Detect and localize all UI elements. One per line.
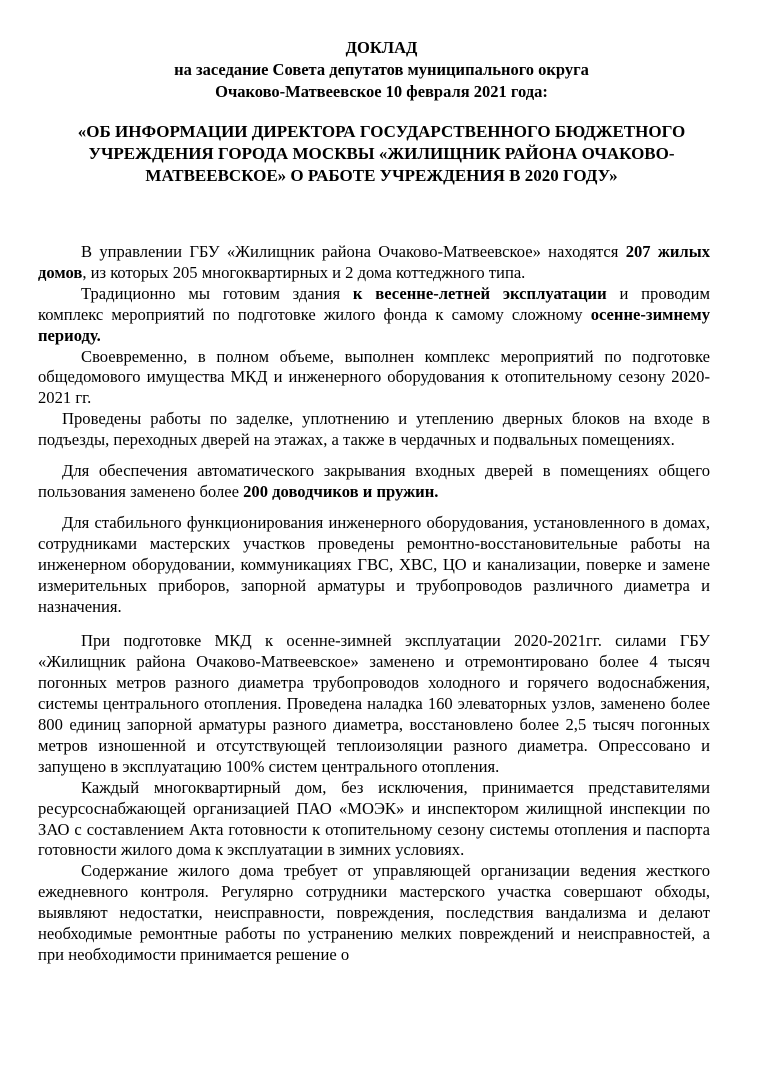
paragraph-7: При подготовке МКД к осенне-зимней эксплуатации 2020-2021гг. силами ГБУ «Жилищник района Очаково-Матвеевское» заменено и отремонтировано более 4 тысяч погонных метров разного диаметра трубопроводов холодного и горячего водоснабжения, системы центрального отопления. Проведена наладка 160 элеваторных узлов, заменено более 800 единиц запорной арматуры разного диаметра, восстановлено более 2,5 тысяч погонных метров изношенной и отсутствующей теплоизоляции разного диаметра. Опрессовано и запущено в эксплуатацию 100% систем центрального отопления.: [38, 631, 710, 776]
paragraph-1: В управлении ГБУ «Жилищник района Очаково-Матвеевское» находятся 207 жилых домов, из которых 205 многоквартирных и 2 дома коттеджного типа.: [38, 242, 710, 282]
paragraph-3: Своевременно, в полном объеме, выполнен комплекс мероприятий по подготовке общедомового имущества МКД и инженерного оборудования к отопительному сезону 2020-2021 гг.: [38, 346, 710, 408]
paragraph-4: Проведены работы по заделке, уплотнению и утеплению дверных блоков на входе в подъезды, переходных дверей на этажах, а также в чердачных и подвальных помещениях.: [38, 409, 710, 450]
paragraph-9: Содержание жилого дома требует от управляющей организации ведения жесткого ежедневного контроля. Регулярно сотрудники мастерского участка совершают обходы, выявляют недостатки, неисправности, повреждения, последствия вандализма и делают необходимые ремонтные работы по устранению мелких повреждений и неисправностей, а при необходимости принимается решение о: [38, 861, 710, 964]
doc-subheading-line1: на заседание Совета депутатов муниципального округа: [174, 60, 589, 79]
doc-body: [38, 242, 710, 966]
paragraph-2: Традиционно мы готовим здания к весенне-летней эксплуатации и проводим комплекс мероприятий по подготовке жилого фонда к самому сложному осенне-зимнему периоду.: [38, 283, 710, 345]
paragraph-5: Для обеспечения автоматического закрывания входных дверей в помещениях общего пользования заменено более 200 доводчиков и пружин.: [38, 461, 710, 501]
paragraph-6: Для стабильного функционирования инженерного оборудования, установленного в домах, сотрудниками мастерских участков проведены ремонтно-восстановительные работы на инженерном оборудовании, коммуникациях ГВС, ХВС, ЦО и канализации, поверке и замене измерительных приборов, запорной арматуры и трубопроводов различного диаметра и назначения.: [38, 512, 710, 616]
paragraph-8: Каждый многоквартирный дом, без исключения, принимается представителями ресурсоснабжающей организацией ПАО «МОЭК» и инспектором жилищной инспекции по ЗАО с составлением Акта готовности к отопительному сезону системы отопления и паспорта готовности жилого дома к эксплуатации в зимних условиях.: [38, 777, 710, 860]
doc-title-line1: «ОБ ИНФОРМАЦИИ ДИРЕКТОРА ГОСУДАРСТВЕННОГО БЮДЖЕТНОГО: [77, 122, 686, 141]
doc-title-line3: МАТВЕЕВСКОЕ» О РАБОТЕ УЧРЕЖДЕНИЯ В 2020 ГОДУ»: [145, 166, 618, 185]
doc-title-line2: УЧРЕЖДЕНИЯ ГОРОДА МОСКВЫ «ЖИЛИЩНИК РАЙОНА ОЧАКОВО-: [88, 144, 675, 163]
doc-heading: ДОКЛАД: [345, 38, 418, 57]
doc-subheading-line2: Очаково-Матвеевское 10 февраля 2021 года:: [215, 82, 548, 101]
